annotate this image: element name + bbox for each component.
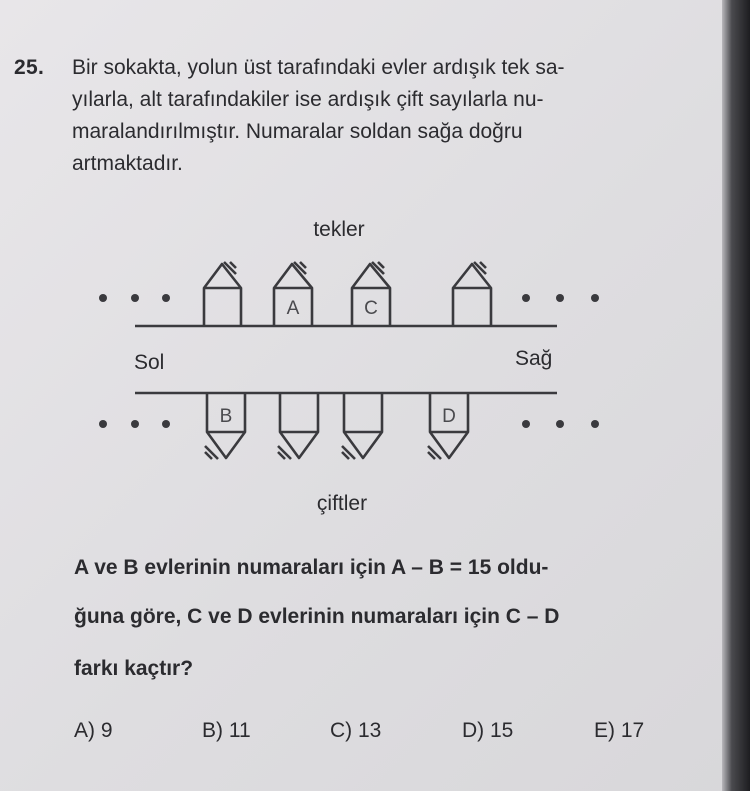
ellipsis-top-left [99, 294, 170, 302]
house-label-b: B [219, 406, 233, 427]
prompt-line-2: ğuna göre, C ve D evlerinin numaraları için C – D [74, 605, 560, 628]
top-house-4 [453, 262, 491, 326]
ellipsis-top-right [522, 294, 599, 302]
prompt-line-3: farkı kaçtır? [74, 657, 194, 680]
house-label-a: A [286, 298, 300, 319]
ellipsis-bottom-right [522, 420, 599, 428]
label-ciftler: çiftler [316, 492, 368, 515]
question-number: 25. [14, 56, 45, 79]
answer-option-a[interactable]: A) 9 [74, 719, 113, 742]
label-sag: Sağ [515, 347, 553, 370]
answer-option-e[interactable]: E) 17 [594, 719, 645, 742]
prompt-line-1: A ve B evlerinin numaraları için A – B = 15 oldu- [74, 556, 549, 579]
answer-option-c[interactable]: C) 13 [330, 719, 382, 742]
label-sol: Sol [134, 351, 165, 374]
house-label-c: C [364, 298, 378, 319]
question-text-line-4: artmaktadır. [72, 152, 183, 175]
bottom-house-2 [278, 393, 318, 459]
house-label-d: D [442, 406, 456, 427]
bottom-house-3 [342, 393, 382, 459]
question-text-line-2: yılarla, alt tarafındakiler ise ardışık çift sayılarla nu- [72, 88, 544, 111]
top-house-1 [204, 262, 241, 326]
ellipsis-bottom-left [99, 420, 170, 428]
label-tekler: tekler [313, 218, 365, 241]
question-text-line-1: Bir sokakta, yolun üst tarafındaki evler ardışık tek sa- [72, 56, 565, 79]
answer-option-b[interactable]: B) 11 [202, 719, 251, 742]
question-text-line-3: maralandırılmıştır. Numaralar soldan sağa doğru [72, 120, 523, 143]
answer-option-d[interactable]: D) 15 [462, 719, 514, 742]
